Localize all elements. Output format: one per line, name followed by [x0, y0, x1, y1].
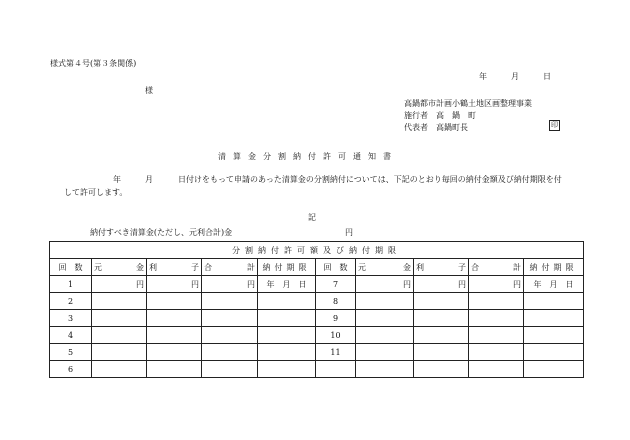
deadline-cell-right — [524, 361, 584, 378]
principal-cell — [92, 293, 147, 310]
total-cell — [202, 344, 258, 361]
row-number-right: 7 — [316, 276, 356, 293]
body-year: 年 — [113, 175, 121, 184]
deadline-cell — [258, 310, 316, 327]
header-count: 回 数 — [50, 259, 92, 276]
deadline-cell — [258, 293, 316, 310]
interest-cell — [147, 293, 202, 310]
body-month: 月 — [145, 175, 153, 184]
header-deadline-2: 納付期限 — [524, 259, 584, 276]
total-yen: 円 — [202, 276, 258, 293]
header-total — [202, 259, 258, 276]
issuer-executor-label: 施行者 — [404, 111, 428, 120]
interest-cell-right — [414, 361, 469, 378]
table-row — [50, 361, 584, 378]
total-cell-right — [469, 361, 524, 378]
deadline-day: 日 — [298, 279, 307, 289]
deadline-year-right: 年 — [533, 279, 542, 289]
deadline-cell-right — [524, 327, 584, 344]
header-interest-2 — [414, 259, 469, 276]
principal-cell-right — [356, 310, 414, 327]
header-deadline: 納付期限 — [258, 259, 316, 276]
header-principal-a-2: 元 — [358, 262, 366, 272]
issuer-executor: 高 鍋 町 — [436, 111, 476, 120]
amount-label: 納付すべき清算金(ただし、元利合計)金 — [90, 228, 233, 237]
table-caption: 分割納付許可額及び納付期限 — [50, 242, 584, 259]
issuer-project: 高鍋都市計画小鶴土地区画整理事業 — [404, 99, 532, 108]
table-caption-row — [50, 242, 584, 259]
amount-unit: 円 — [345, 228, 353, 237]
row-number: 2 — [50, 293, 92, 310]
deadline-cell-right — [524, 293, 584, 310]
row-number-right: 11 — [316, 344, 356, 361]
table-row — [50, 276, 584, 293]
header-principal — [92, 259, 147, 276]
interest-cell-right — [414, 310, 469, 327]
header-interest-a-2: 利 — [416, 262, 424, 272]
header-total-a: 合 — [204, 262, 212, 272]
total-cell-right — [469, 310, 524, 327]
row-number: 3 — [50, 310, 92, 327]
interest-cell-right — [414, 344, 469, 361]
total-yen-right: 円 — [469, 276, 524, 293]
date-day: 日 — [543, 72, 551, 81]
principal-yen: 円 — [92, 276, 147, 293]
principal-cell-right — [356, 344, 414, 361]
date-month: 月 — [511, 72, 519, 81]
seal-mark: 印 — [551, 121, 558, 129]
header-principal-b-2: 金 — [403, 262, 411, 272]
row-number-right: 10 — [316, 327, 356, 344]
header-principal-2 — [356, 259, 414, 276]
principal-cell — [92, 344, 147, 361]
interest-cell-right — [414, 327, 469, 344]
header-interest-b-2: 子 — [458, 262, 466, 272]
header-interest-a: 利 — [149, 262, 157, 272]
table-row — [50, 327, 584, 344]
interest-cell — [147, 344, 202, 361]
deadline-month: 月 — [282, 279, 291, 289]
principal-cell-right — [356, 293, 414, 310]
principal-yen-right: 円 — [356, 276, 414, 293]
table-row — [50, 293, 584, 310]
total-cell — [202, 310, 258, 327]
row-number: 6 — [50, 361, 92, 378]
deadline-cell-right — [524, 344, 584, 361]
header-total-b: 計 — [247, 262, 255, 272]
issuer-representative-label: 代表者 — [404, 123, 428, 132]
principal-cell — [92, 310, 147, 327]
interest-yen-right: 円 — [414, 276, 469, 293]
header-total-a-2: 合 — [471, 262, 479, 272]
deadline-value — [258, 276, 316, 293]
principal-cell — [92, 361, 147, 378]
header-interest — [147, 259, 202, 276]
deadline-cell — [258, 344, 316, 361]
ki-heading: 記 — [308, 213, 316, 222]
deadline-day-right: 日 — [565, 279, 574, 289]
total-cell-right — [469, 327, 524, 344]
interest-yen: 円 — [147, 276, 202, 293]
form-number: 様式第４号(第３条関係) — [50, 59, 137, 68]
deadline-cell — [258, 327, 316, 344]
total-cell-right — [469, 344, 524, 361]
row-number: 5 — [50, 344, 92, 361]
principal-cell-right — [356, 327, 414, 344]
total-cell-right — [469, 293, 524, 310]
interest-cell — [147, 310, 202, 327]
header-principal-b: 金 — [136, 262, 144, 272]
deadline-cell-right — [524, 310, 584, 327]
total-cell — [202, 293, 258, 310]
table-header-row — [50, 259, 584, 276]
issuer-representative: 高鍋町長 — [436, 123, 468, 132]
row-number-right — [316, 361, 356, 378]
header-interest-b: 子 — [191, 262, 199, 272]
deadline-cell — [258, 361, 316, 378]
installment-table — [49, 241, 584, 378]
principal-cell — [92, 327, 147, 344]
row-number-right: 8 — [316, 293, 356, 310]
row-number: 4 — [50, 327, 92, 344]
table-row — [50, 344, 584, 361]
interest-cell — [147, 361, 202, 378]
header-count-2: 回 数 — [316, 259, 356, 276]
deadline-value-right — [524, 276, 584, 293]
interest-cell-right — [414, 293, 469, 310]
table-row — [50, 310, 584, 327]
total-cell — [202, 361, 258, 378]
date-year: 年 — [479, 72, 487, 81]
body-line-1: 日付けをもって申請のあった清算金の分割納付については、下記のとおり毎回の納付金額及び納付期限を付 — [178, 175, 562, 184]
principal-cell-right — [356, 361, 414, 378]
header-total-2 — [469, 259, 524, 276]
interest-cell — [147, 327, 202, 344]
body-line-2: して許可します。 — [64, 188, 128, 197]
row-number-right: 9 — [316, 310, 356, 327]
document-title: 清算金分割納付許可通知書 — [218, 152, 398, 161]
total-cell — [202, 327, 258, 344]
header-principal-a: 元 — [94, 262, 102, 272]
header-total-b-2: 計 — [513, 262, 521, 272]
deadline-year: 年 — [266, 279, 275, 289]
deadline-month-right: 月 — [549, 279, 558, 289]
addressee-suffix: 様 — [145, 86, 153, 95]
row-number: 1 — [50, 276, 92, 293]
